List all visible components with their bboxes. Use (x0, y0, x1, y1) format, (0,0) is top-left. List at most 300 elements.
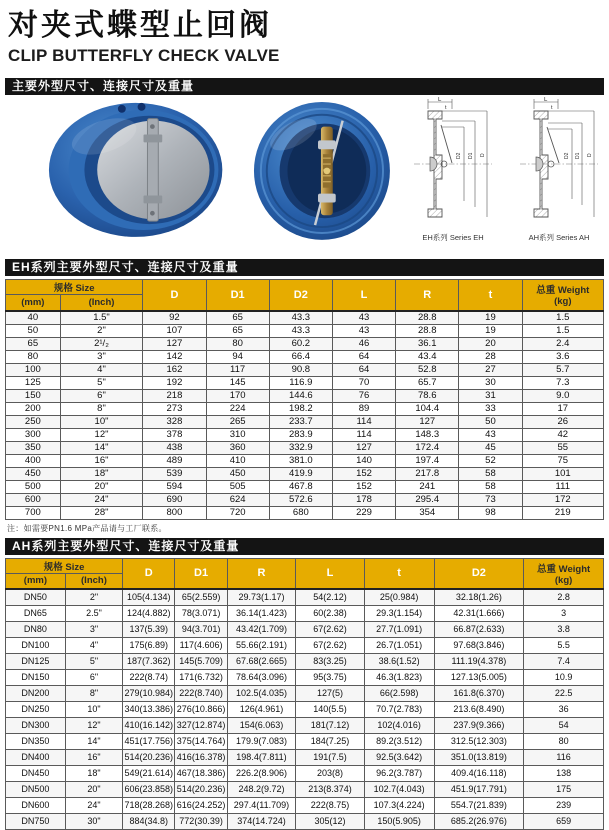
table-cell: 20" (60, 480, 143, 493)
table-row (6, 376, 604, 389)
table-cell: 154(6.063) (227, 718, 296, 734)
table-cell: 55.66(2.191) (227, 638, 296, 654)
ah-table-header (6, 558, 604, 589)
table-cell: 191(7.5) (296, 750, 365, 766)
table-cell: 203(8) (296, 766, 365, 782)
table-cell: 172.4 (396, 441, 459, 454)
table-cell: 30 (459, 376, 522, 389)
table-cell: 3" (60, 350, 143, 363)
table-row (6, 493, 604, 506)
dim-label-D2: D2 (564, 152, 570, 159)
table-cell: 514(20.236) (123, 750, 175, 766)
ah-table-body (6, 589, 604, 830)
table-cell: 43 (459, 428, 522, 441)
table-cell: 276(10.866) (175, 702, 227, 718)
table-cell: 10" (65, 702, 122, 718)
page-title-english: CLIP BUTTERFLY CHECK VALVE (8, 46, 609, 66)
table-row (6, 389, 604, 402)
table-cell: 117(4.606) (175, 638, 227, 654)
table-cell: 3 (524, 606, 604, 622)
ah-header-mm: (mm) (6, 573, 66, 589)
table-row (6, 798, 604, 814)
table-cell: DN350 (6, 734, 66, 750)
ah-header-weight-label: 总重 Weight (524, 561, 603, 575)
table-cell: 400 (6, 454, 61, 467)
table-row (6, 670, 604, 686)
table-cell: 36.14(1.423) (227, 606, 296, 622)
table-cell: 7.4 (524, 654, 604, 670)
table-cell: 45 (459, 441, 522, 454)
table-cell: 65.7 (396, 376, 459, 389)
section-bar-eh-series: EH系列主要外型尺寸、连接尺寸及重量 (5, 259, 604, 276)
table-cell: 100 (6, 363, 61, 376)
table-cell: 36 (524, 702, 604, 718)
table-cell: 218 (143, 389, 206, 402)
table-cell: 30" (65, 814, 122, 830)
table-cell: 1.5 (522, 324, 603, 337)
table-cell: 489 (143, 454, 206, 467)
table-cell: 2¹/₂ (60, 337, 143, 350)
ah-header-L: L (296, 558, 365, 589)
table-cell: 198.2 (269, 402, 332, 415)
table-cell: 5.7 (522, 363, 603, 376)
table-cell: 26 (522, 415, 603, 428)
table-cell: 572.6 (269, 493, 332, 506)
table-cell: 24" (60, 493, 143, 506)
eh-dimensions-table (5, 279, 604, 520)
table-cell: 64 (332, 350, 395, 363)
table-row (6, 415, 604, 428)
dim-label-D1: D1 (468, 152, 474, 159)
table-cell: 140 (332, 454, 395, 467)
table-cell: 4" (65, 638, 122, 654)
table-cell: 3" (65, 622, 122, 638)
table-row (6, 718, 604, 734)
table-cell: 381.0 (269, 454, 332, 467)
table-cell: 111 (522, 480, 603, 493)
table-cell: 200 (6, 402, 61, 415)
table-cell: 127.13(5.005) (434, 670, 524, 686)
table-cell: 175 (524, 782, 604, 798)
table-cell: 233.7 (269, 415, 332, 428)
table-cell: 351.0(13.819) (434, 750, 524, 766)
table-cell: DN150 (6, 670, 66, 686)
ah-header-t: t (364, 558, 434, 589)
table-cell: 107.3(4.224) (364, 798, 434, 814)
table-cell: 78(3.071) (175, 606, 227, 622)
table-row (6, 480, 604, 493)
table-cell: 80 (524, 734, 604, 750)
table-row (6, 814, 604, 830)
table-cell: 145 (206, 376, 269, 389)
table-cell: 10" (60, 415, 143, 428)
table-cell: 137(5.39) (123, 622, 175, 638)
table-cell: 5" (60, 376, 143, 389)
eh-drawing-caption: EH系列 Series EH (422, 232, 483, 243)
table-cell: 10.9 (524, 670, 604, 686)
table-cell: 16" (65, 750, 122, 766)
table-cell: 6" (60, 389, 143, 402)
ah-header-weight-unit: (kg) (524, 575, 603, 586)
table-cell: 92.5(3.642) (364, 750, 434, 766)
table-cell: 65 (6, 337, 61, 350)
table-cell: 52.8 (396, 363, 459, 376)
table-row (6, 311, 604, 325)
table-cell: 75 (522, 454, 603, 467)
table-cell: 181(7.12) (296, 718, 365, 734)
table-cell: 549(21.614) (123, 766, 175, 782)
ah-dimensions-table (5, 558, 604, 830)
table-row (6, 589, 604, 606)
table-cell: 340(13.386) (123, 702, 175, 718)
eh-header-weight-unit: (kg) (523, 296, 603, 307)
table-cell: 144.6 (269, 389, 332, 402)
table-cell: 5.5 (524, 638, 604, 654)
table-row (6, 702, 604, 718)
table-cell: 226.2(8.906) (227, 766, 296, 782)
dim-label-D: D (480, 153, 486, 157)
table-cell: 171(6.732) (175, 670, 227, 686)
table-cell: 772(30.39) (175, 814, 227, 830)
table-cell: 375(14.764) (175, 734, 227, 750)
ah-header-D2: D2 (434, 558, 524, 589)
table-cell: 213(8.374) (296, 782, 365, 798)
table-cell: 192 (143, 376, 206, 389)
table-cell: 43.3 (269, 311, 332, 325)
table-cell: 2.5" (65, 606, 122, 622)
drawing-series-eh (408, 97, 498, 243)
table-cell: 127 (396, 415, 459, 428)
pn-note: 注：如需要PN1.6 MPa产品请与工厂联系。 (7, 523, 609, 534)
table-cell: 18" (60, 467, 143, 480)
table-cell: 690 (143, 493, 206, 506)
table-cell: 229 (332, 506, 395, 519)
drawing-series-ah (514, 97, 604, 243)
table-cell: 140(5.5) (296, 702, 365, 718)
table-row (6, 506, 604, 519)
dim-label-t: t (551, 105, 553, 111)
table-cell: 65(2.559) (175, 589, 227, 606)
table-cell: 14" (60, 441, 143, 454)
table-cell: 467.8 (269, 480, 332, 493)
valve-photo-angled (45, 97, 240, 243)
table-cell: 28.8 (396, 311, 459, 325)
table-cell: 92 (143, 311, 206, 325)
table-cell: 451(17.756) (123, 734, 175, 750)
eh-header-mm: (mm) (6, 295, 61, 311)
table-cell: 616(24.252) (175, 798, 227, 814)
table-cell: 17 (522, 402, 603, 415)
valve-photo-angled-image (45, 97, 240, 241)
table-cell: 64 (332, 363, 395, 376)
table-cell: 116 (524, 750, 604, 766)
table-cell: DN750 (6, 814, 66, 830)
ah-header-weight (524, 558, 604, 589)
table-cell: 241 (396, 480, 459, 493)
table-cell: 800 (143, 506, 206, 519)
table-cell: 58 (459, 467, 522, 480)
table-cell: 720 (206, 506, 269, 519)
table-cell: 76 (332, 389, 395, 402)
table-cell: 40 (6, 311, 61, 325)
valve-photo-front-image (252, 99, 392, 243)
product-images-row (5, 97, 604, 247)
table-cell: 19 (459, 311, 522, 325)
table-cell: 66.87(2.633) (434, 622, 524, 638)
table-cell: 117 (206, 363, 269, 376)
table-cell: 5" (65, 654, 122, 670)
table-cell: 332.9 (269, 441, 332, 454)
table-cell: DN100 (6, 638, 66, 654)
table-cell: 505 (206, 480, 269, 493)
table-cell: 111.19(4.378) (434, 654, 524, 670)
table-cell: 105(4.134) (123, 589, 175, 606)
table-row (6, 606, 604, 622)
table-row (6, 402, 604, 415)
table-cell: 29.73(1.17) (227, 589, 296, 606)
table-cell: 222(8.740) (175, 686, 227, 702)
page-title-chinese: 对夹式蝶型止回阀 (8, 8, 609, 44)
table-cell: 97.68(3.846) (434, 638, 524, 654)
table-cell: 606(23.858) (123, 782, 175, 798)
table-cell: 60.2 (269, 337, 332, 350)
table-cell: 78.64(3.096) (227, 670, 296, 686)
table-cell: 89 (332, 402, 395, 415)
table-cell: 360 (206, 441, 269, 454)
table-row (6, 750, 604, 766)
ah-drawing-caption: AH系列 Series AH (529, 232, 590, 243)
table-cell: 95(3.75) (296, 670, 365, 686)
table-row (6, 686, 604, 702)
table-cell: 67.68(2.665) (227, 654, 296, 670)
table-cell: 148.3 (396, 428, 459, 441)
table-cell: 127(5) (296, 686, 365, 702)
table-cell: 354 (396, 506, 459, 519)
table-cell: 150(5.905) (364, 814, 434, 830)
table-row (6, 441, 604, 454)
table-cell: 124(4.882) (123, 606, 175, 622)
table-cell: 178 (332, 493, 395, 506)
table-row (6, 337, 604, 350)
table-cell: 2" (60, 324, 143, 337)
table-row (6, 734, 604, 750)
table-cell: 38.6(1.52) (364, 654, 434, 670)
table-cell: DN250 (6, 702, 66, 718)
table-cell: 42.31(1.666) (434, 606, 524, 622)
ah-header-D1: D1 (175, 558, 227, 589)
table-cell: 55 (522, 441, 603, 454)
table-cell: 3.6 (522, 350, 603, 363)
table-cell: 297.4(11.709) (227, 798, 296, 814)
table-cell: 150 (6, 389, 61, 402)
table-cell: 28" (60, 506, 143, 519)
table-cell: 539 (143, 467, 206, 480)
table-cell: 295.4 (396, 493, 459, 506)
table-cell: 175(6.89) (123, 638, 175, 654)
table-cell: 46.3(1.823) (364, 670, 434, 686)
table-cell: 125 (6, 376, 61, 389)
table-cell: 114 (332, 415, 395, 428)
table-cell: 514(20.236) (175, 782, 227, 798)
eh-header-D: D (143, 280, 206, 311)
table-cell: 416(16.378) (175, 750, 227, 766)
table-cell: 58 (459, 480, 522, 493)
table-cell: 1.5" (60, 311, 143, 325)
eh-header-t: t (459, 280, 522, 311)
table-cell: 8" (65, 686, 122, 702)
table-cell: 36.1 (396, 337, 459, 350)
table-cell: 46 (332, 337, 395, 350)
table-cell: 700 (6, 506, 61, 519)
eh-header-D2: D2 (269, 280, 332, 311)
table-cell: 12" (60, 428, 143, 441)
table-cell: 43.42(1.709) (227, 622, 296, 638)
table-cell: 28.8 (396, 324, 459, 337)
table-cell: 170 (206, 389, 269, 402)
table-cell: 685.2(26.976) (434, 814, 524, 830)
table-cell: 43 (332, 311, 395, 325)
table-cell: 28 (459, 350, 522, 363)
table-row (6, 467, 604, 480)
table-cell: 4" (60, 363, 143, 376)
table-cell: 451.9(17.791) (434, 782, 524, 798)
table-cell: 126(4.961) (227, 702, 296, 718)
table-cell: 2" (65, 589, 122, 606)
table-cell: 554.7(21.839) (434, 798, 524, 814)
table-cell: 2.4 (522, 337, 603, 350)
table-cell: 60(2.38) (296, 606, 365, 622)
table-cell: 26.7(1.051) (364, 638, 434, 654)
table-row (6, 350, 604, 363)
table-cell: 65 (206, 324, 269, 337)
table-cell: DN50 (6, 589, 66, 606)
table-cell: 219 (522, 506, 603, 519)
eh-cross-section-drawing (408, 97, 498, 229)
table-cell: DN125 (6, 654, 66, 670)
table-cell: 73 (459, 493, 522, 506)
table-cell: 142 (143, 350, 206, 363)
table-row (6, 638, 604, 654)
eh-header-weight (522, 280, 603, 311)
table-cell: DN80 (6, 622, 66, 638)
dim-label-D2: D2 (456, 152, 462, 159)
table-cell: 3.8 (524, 622, 604, 638)
table-cell: 27.7(1.091) (364, 622, 434, 638)
eh-header-size: 规格 Size (6, 280, 143, 295)
table-cell: 374(14.724) (227, 814, 296, 830)
table-cell: 94 (206, 350, 269, 363)
table-cell: 52 (459, 454, 522, 467)
table-cell: 467(18.386) (175, 766, 227, 782)
dim-label-D1: D1 (575, 152, 581, 159)
table-cell: DN200 (6, 686, 66, 702)
table-cell: 184(7.25) (296, 734, 365, 750)
table-cell: 419.9 (269, 467, 332, 480)
table-cell: 7.3 (522, 376, 603, 389)
table-cell: 67(2.62) (296, 622, 365, 638)
table-cell: 310 (206, 428, 269, 441)
table-cell: 43.3 (269, 324, 332, 337)
table-cell: 127 (143, 337, 206, 350)
table-cell: DN600 (6, 798, 66, 814)
table-cell: 624 (206, 493, 269, 506)
table-cell: 27 (459, 363, 522, 376)
table-row (6, 454, 604, 467)
ah-header-inch: (Inch) (65, 573, 122, 589)
table-cell: 438 (143, 441, 206, 454)
table-cell: 9.0 (522, 389, 603, 402)
table-cell: 102.5(4.035) (227, 686, 296, 702)
table-cell: 328 (143, 415, 206, 428)
table-cell: 54(2.12) (296, 589, 365, 606)
table-cell: 98 (459, 506, 522, 519)
table-cell: 90.8 (269, 363, 332, 376)
table-cell: 96.2(3.787) (364, 766, 434, 782)
table-cell: 350 (6, 441, 61, 454)
table-cell: 161.8(6.370) (434, 686, 524, 702)
table-row (6, 782, 604, 798)
table-cell: 70.7(2.783) (364, 702, 434, 718)
table-cell: 450 (206, 467, 269, 480)
table-cell: 279(10.984) (123, 686, 175, 702)
table-cell: 22.5 (524, 686, 604, 702)
table-cell: 24" (65, 798, 122, 814)
ah-header-size: 规格 Size (6, 558, 123, 573)
table-cell: 6" (65, 670, 122, 686)
table-cell: 18" (65, 766, 122, 782)
table-row (6, 324, 604, 337)
dim-label-L: L (544, 97, 548, 103)
ah-header-D: D (123, 558, 175, 589)
table-cell: 410 (206, 454, 269, 467)
table-cell: 594 (143, 480, 206, 493)
table-cell: 213.6(8.490) (434, 702, 524, 718)
table-cell: 327(12.874) (175, 718, 227, 734)
table-cell: DN450 (6, 766, 66, 782)
table-cell: 198.4(7.811) (227, 750, 296, 766)
eh-table-body (6, 311, 604, 520)
section-bar-main-dimensions: 主要外型尺寸、连接尺寸及重量 (5, 78, 604, 95)
table-cell: 32.18(1.26) (434, 589, 524, 606)
table-cell: 250 (6, 415, 61, 428)
table-cell: 2.8 (524, 589, 604, 606)
section-bar-ah-series: AH系列主要外型尺寸、连接尺寸及重量 (5, 538, 604, 555)
table-cell: 89.2(3.512) (364, 734, 434, 750)
ah-cross-section-drawing (514, 97, 604, 229)
eh-header-inch: (Inch) (60, 295, 143, 311)
table-cell: 152 (332, 467, 395, 480)
table-cell: 102.7(4.043) (364, 782, 434, 798)
table-cell: 273 (143, 402, 206, 415)
table-cell: 1.5 (522, 311, 603, 325)
table-cell: 66.4 (269, 350, 332, 363)
dim-label-D: D (587, 153, 593, 157)
table-cell: 43 (332, 324, 395, 337)
table-cell: 8" (60, 402, 143, 415)
table-cell: DN400 (6, 750, 66, 766)
table-cell: 80 (206, 337, 269, 350)
table-cell: 152 (332, 480, 395, 493)
table-cell: 600 (6, 493, 61, 506)
table-cell: DN65 (6, 606, 66, 622)
table-cell: 54 (524, 718, 604, 734)
table-cell: 101 (522, 467, 603, 480)
valve-photo-front (252, 99, 392, 245)
table-cell: 500 (6, 480, 61, 493)
table-cell: 114 (332, 428, 395, 441)
table-cell: 187(7.362) (123, 654, 175, 670)
table-cell: 78.6 (396, 389, 459, 402)
